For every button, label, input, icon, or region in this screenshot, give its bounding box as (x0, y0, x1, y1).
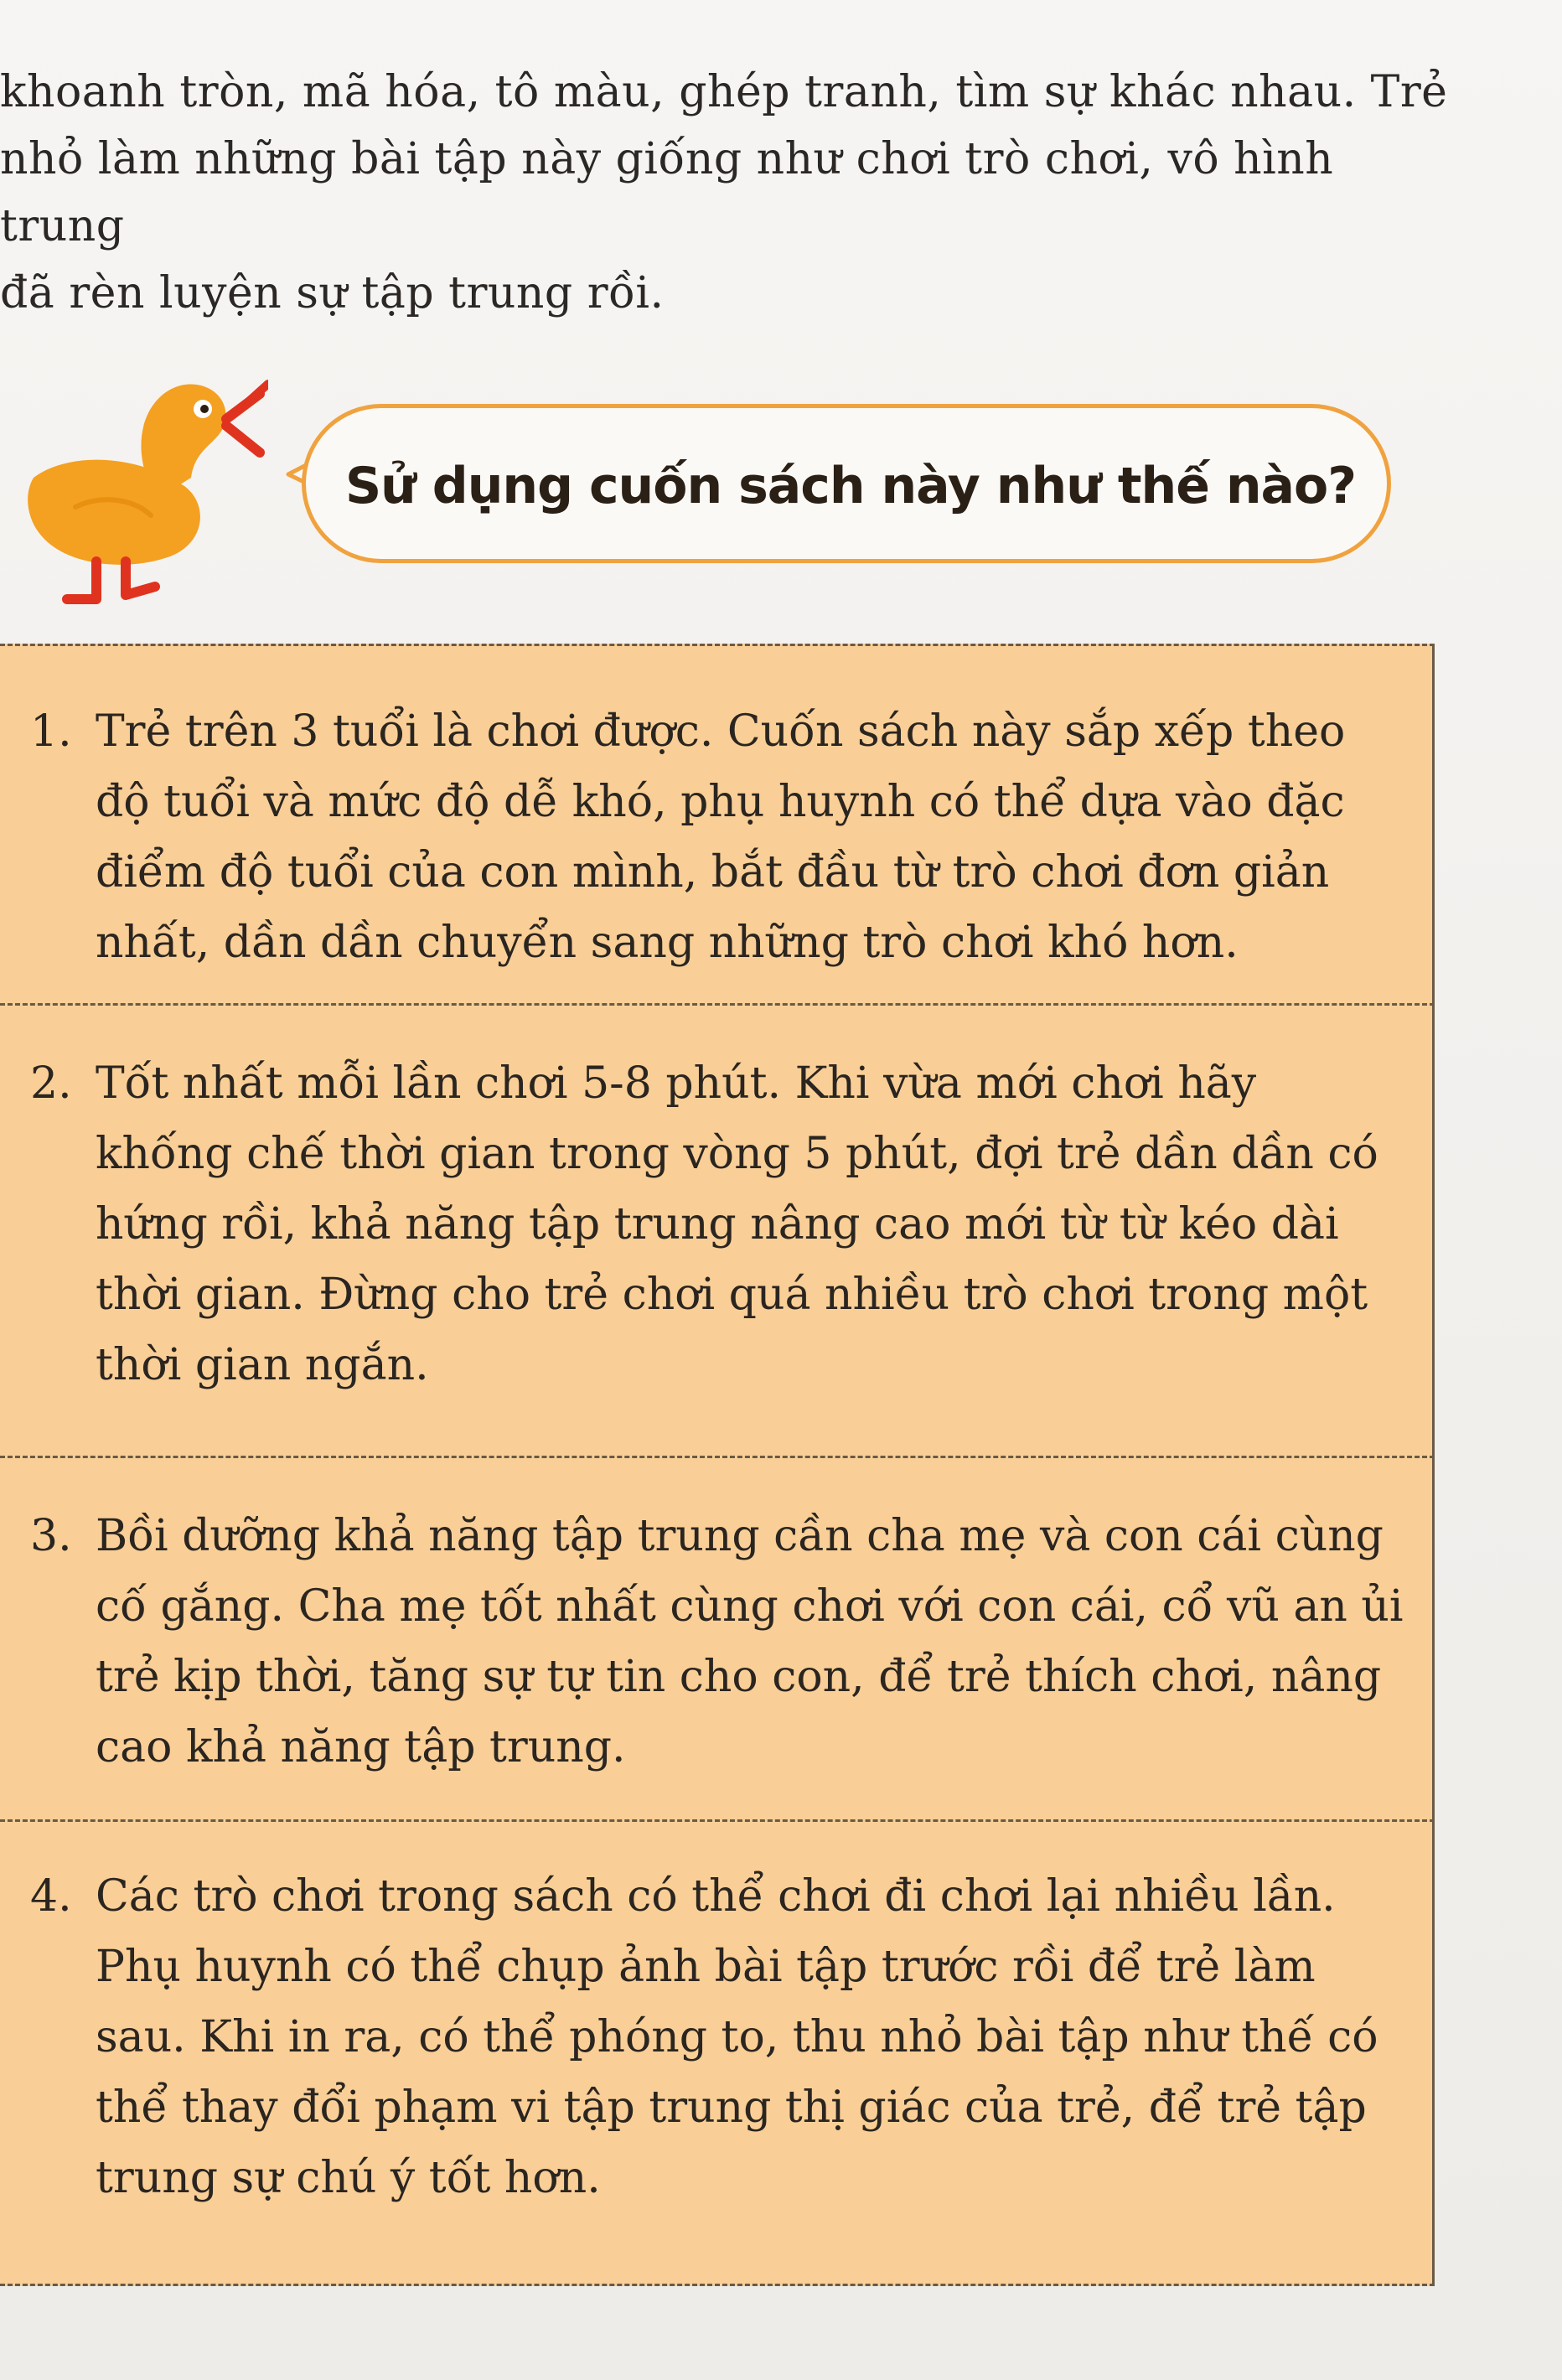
duck-icon (17, 360, 268, 612)
item-text: Các trò chơi trong sách có thể chơi đi chơi lại nhiều lần. Phụ huynh có thể chụp ảnh bài tập trước rồi để trẻ làm sau. Khi in ra, có thể phóng to, thu nhỏ bài tập như thế có thể thay đổi phạm vi tập trung thị giác của trẻ, để trẻ tập trung sự chú ý tốt hơn. (96, 1871, 1378, 2203)
dashed-divider (0, 1456, 1435, 1458)
item-number: 1. (30, 706, 72, 757)
item-number: 2. (30, 1058, 72, 1109)
list-item-2 (30, 1048, 1404, 1400)
section-heading: Sử dụng cuốn sách này như thế nào? (344, 457, 1357, 515)
item-text: Bồi dưỡng khả năng tập trung cần cha mẹ và con cái cùng cố gắng. Cha mẹ tốt nhất cùng chơi với con cái, cổ vũ an ủi trẻ kịp thời, tăng sự tự tin cho con, để trẻ thích chơi, nâng cao khả năng tập trung. (96, 1511, 1404, 1772)
intro-paragraph: khoanh tròn, mã hóa, tô màu, ghép tranh, tìm sự khác nhau. Trẻ nhỏ làm những bài tập này giống như chơi trò chơi, vô hình trung đã rèn luyện sự tập trung rồi. (0, 67, 1448, 318)
item-number: 4. (30, 1871, 72, 1922)
item-text: Trẻ trên 3 tuổi là chơi được. Cuốn sách này sắp xếp theo độ tuổi và mức độ dễ khó, phụ huynh có thể dựa vào đặc điểm độ tuổi của con mình, bắt đầu từ trò chơi đơn giản nhất, dần dần chuyển sang những trò chơi khó hơn. (96, 706, 1346, 968)
instructions-box (0, 644, 1435, 2286)
item-text: Tốt nhất mỗi lần chơi 5-8 phút. Khi vừa mới chơi hãy khống chế thời gian trong vòng 5 phút, đợi trẻ dần dần có hứng rồi, khả năng tập trung nâng cao mới từ từ kéo dài thời gian. Đừng cho trẻ chơi quá nhiều trò chơi trong một thời gian ngắn. (96, 1058, 1378, 1390)
list-item-3 (30, 1501, 1404, 1782)
list-item-1 (30, 696, 1404, 978)
dashed-divider (0, 1819, 1435, 1822)
dashed-divider (0, 1003, 1435, 1006)
item-number: 3. (30, 1511, 72, 1561)
list-item-4 (30, 1861, 1404, 2213)
